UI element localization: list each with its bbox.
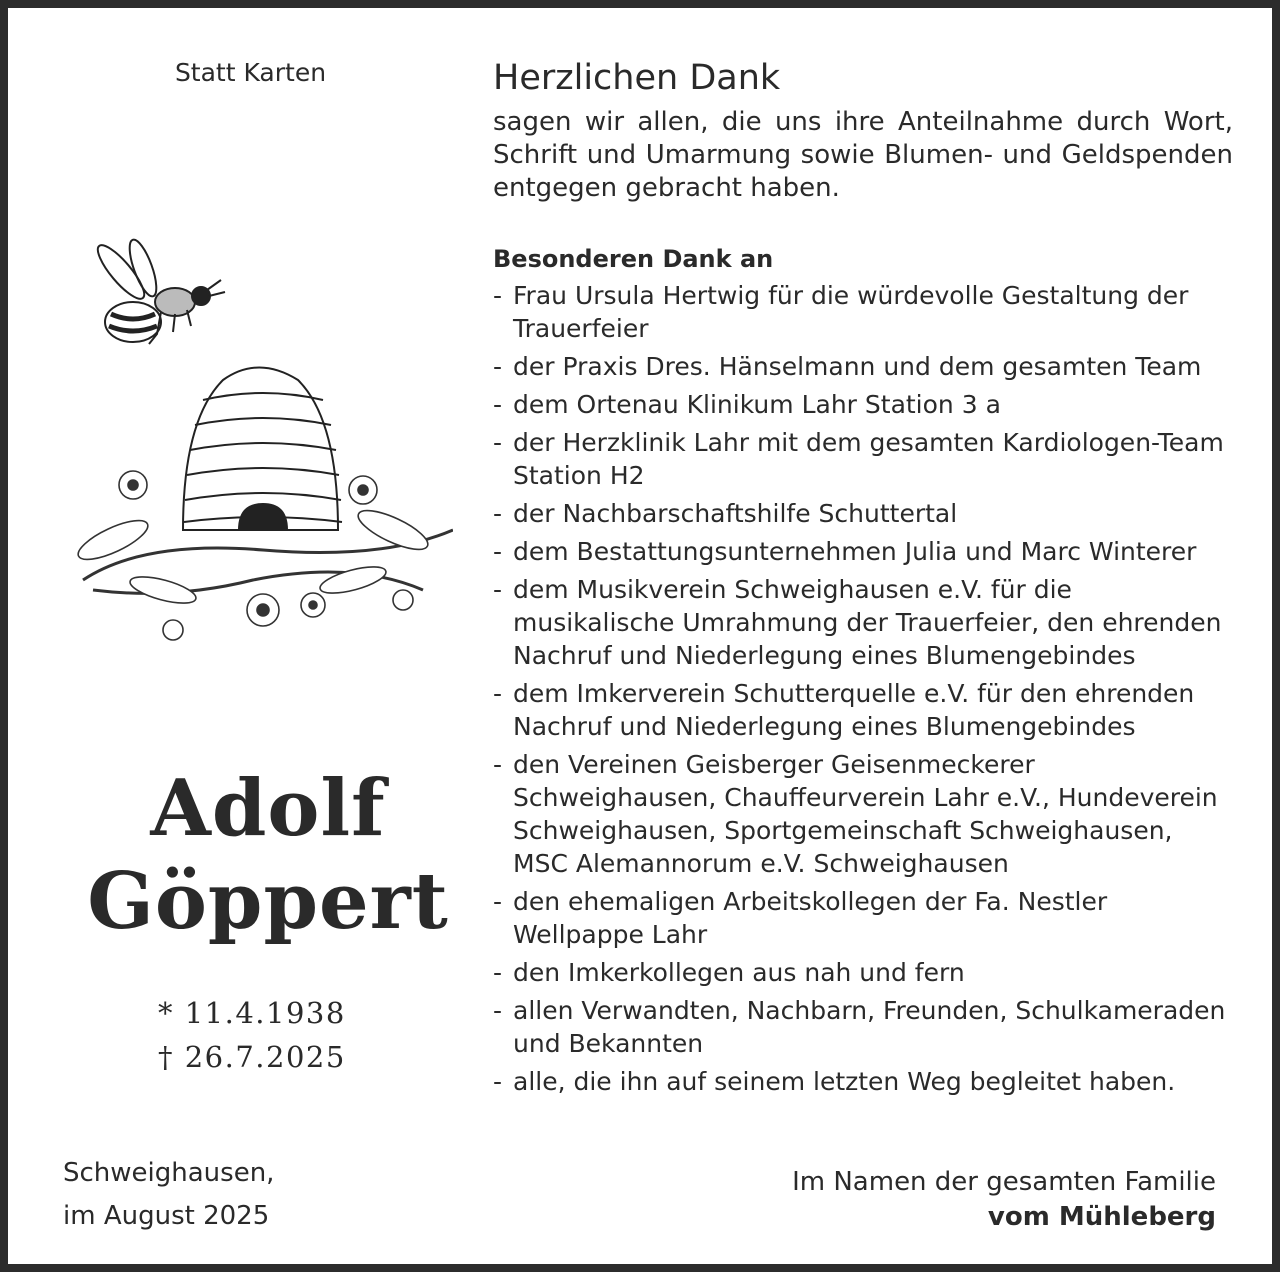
list-item: - allen Verwandten, Nachbarn, Freunden, Schulkameraden und Bekannten [493,994,1233,1060]
list-item: - dem Bestattungsunternehmen Julia und Marc Winterer [493,535,1233,568]
list-item: - alle, die ihn auf seinem letzten Weg begleitet haben. [493,1065,1233,1098]
last-name: Göppert [87,856,449,947]
bee-icon [91,237,225,344]
list-item: - Frau Ursula Hertwig für die würdevolle Gestaltung der Trauerfeier [493,279,1233,345]
signature-line: Im Namen der gesamten Familie [792,1167,1216,1197]
list-item: - den Vereinen Geisberger Geisenmeckerer Schweighausen, Chauffeurverein Lahr e.V., Hundeverein Schweighausen, Sportgemeinschaft Schweighausen, MSC Alemannorum e.V. Schweighausen [493,748,1233,880]
list-item: - der Herzklinik Lahr mit dem gesamten Kardiologen-Team Station H2 [493,426,1233,492]
death-date: † 26.7.2025 [158,1040,346,1074]
list-item: - dem Ortenau Klinikum Lahr Station 3 a [493,388,1233,421]
special-thanks-heading: Besonderen Dank an [493,245,774,273]
list-item: - der Nachbarschaftshilfe Schuttertal [493,497,1233,530]
list-item: - der Praxis Dres. Hänselmann und dem gesamten Team [493,350,1233,383]
thanks-section [493,56,1233,1103]
place-line: Schweighausen, [63,1158,275,1188]
family-name: vom Mühleberg [987,1202,1216,1232]
birth-date: * 11.4.1938 [158,996,346,1030]
family-signature [792,1165,1216,1235]
list-item: - den ehemaligen Arbeitskollegen der Fa. Nestler Wellpappe Lahr [493,885,1233,951]
list-item: - dem Musikverein Schweighausen e.V. für die musikalische Umrahmung der Trauerfeier, den ehrenden Nachruf und Niederlegung eines Blumengebindes [493,573,1233,672]
thanks-title: Herzlichen Dank [493,58,781,98]
list-item: - den Imkerkollegen aus nah und fern [493,956,1233,989]
thanks-list [493,279,1233,1098]
list-item: - dem Imkerverein Schutterquelle e.V. für den ehrenden Nachruf und Niederlegung eines Blumengebindes [493,677,1233,743]
beehive-illustration [63,230,453,660]
statt-karten-label: Statt Karten [174,58,327,87]
date-line: im August 2025 [63,1201,270,1231]
thanks-intro: sagen wir allen, die uns ihre Anteilnahme durch Wort, Schrift und Umarmung sowie Blumen- und Geldspenden entgegen gebracht haben. [493,107,1233,203]
first-name: Adolf [150,763,386,854]
